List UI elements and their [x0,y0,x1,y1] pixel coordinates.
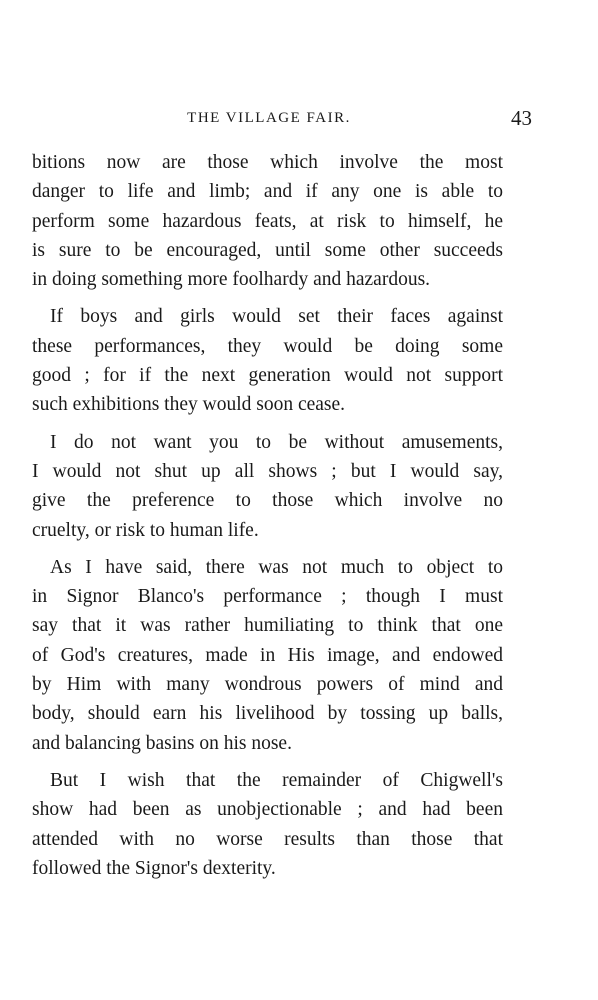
text-line: I would not shut up all shows ; but I would say, [32,460,503,482]
text-line: these performances, they would be doing some [32,335,503,357]
paragraph [32,302,503,419]
text-line: bitions now are those which involve the most [32,152,503,173]
body-text [32,148,503,891]
text-line: good ; for if the next generation would not support [32,365,503,387]
text-line: such exhibitions they would soon cease. [32,394,346,416]
text-line: danger to life and limb; and if any one is able to [32,181,503,203]
text-line: I do not want you to be without amusements, [50,431,503,453]
text-line: show had been as unobjectionable ; and had been [32,799,503,821]
text-line: perform some hazardous feats, at risk to himself, he [32,210,503,232]
page-header [30,103,532,133]
text-line: As I have said, there was not much to object to [50,556,503,578]
text-line: body, should earn his livelihood by tossing up balls, [32,703,503,725]
text-line: say that it was rather humiliating to think that one [32,615,503,637]
text-line: attended with no worse results than those that [32,828,503,850]
text-line: in Signor Blanco's performance ; though I must [32,586,503,608]
text-line: cruelty, or risk to human life. [32,519,259,541]
text-line: of God's creatures, made in His image, and endowed [32,644,503,666]
paragraph [32,148,503,294]
text-line: followed the Signor's dexterity. [32,857,276,879]
page-number: 43 [511,106,532,130]
text-line: by Him with many wondrous powers of mind and [32,674,503,696]
paragraph [32,553,503,758]
running-head: THE VILLAGE FAIR. [187,110,351,126]
text-line: and balancing basins on his nose. [32,732,292,754]
text-line: is sure to be encouraged, until some other succeeds [32,239,503,261]
text-line: But I wish that the remainder of Chigwell's [50,769,503,791]
paragraph [32,428,503,545]
text-line: in doing something more foolhardy and hazardous. [32,269,431,291]
text-line: give the preference to those which involve no [32,490,503,512]
paragraph [32,766,503,883]
text-line: If boys and girls would set their faces against [50,306,503,328]
